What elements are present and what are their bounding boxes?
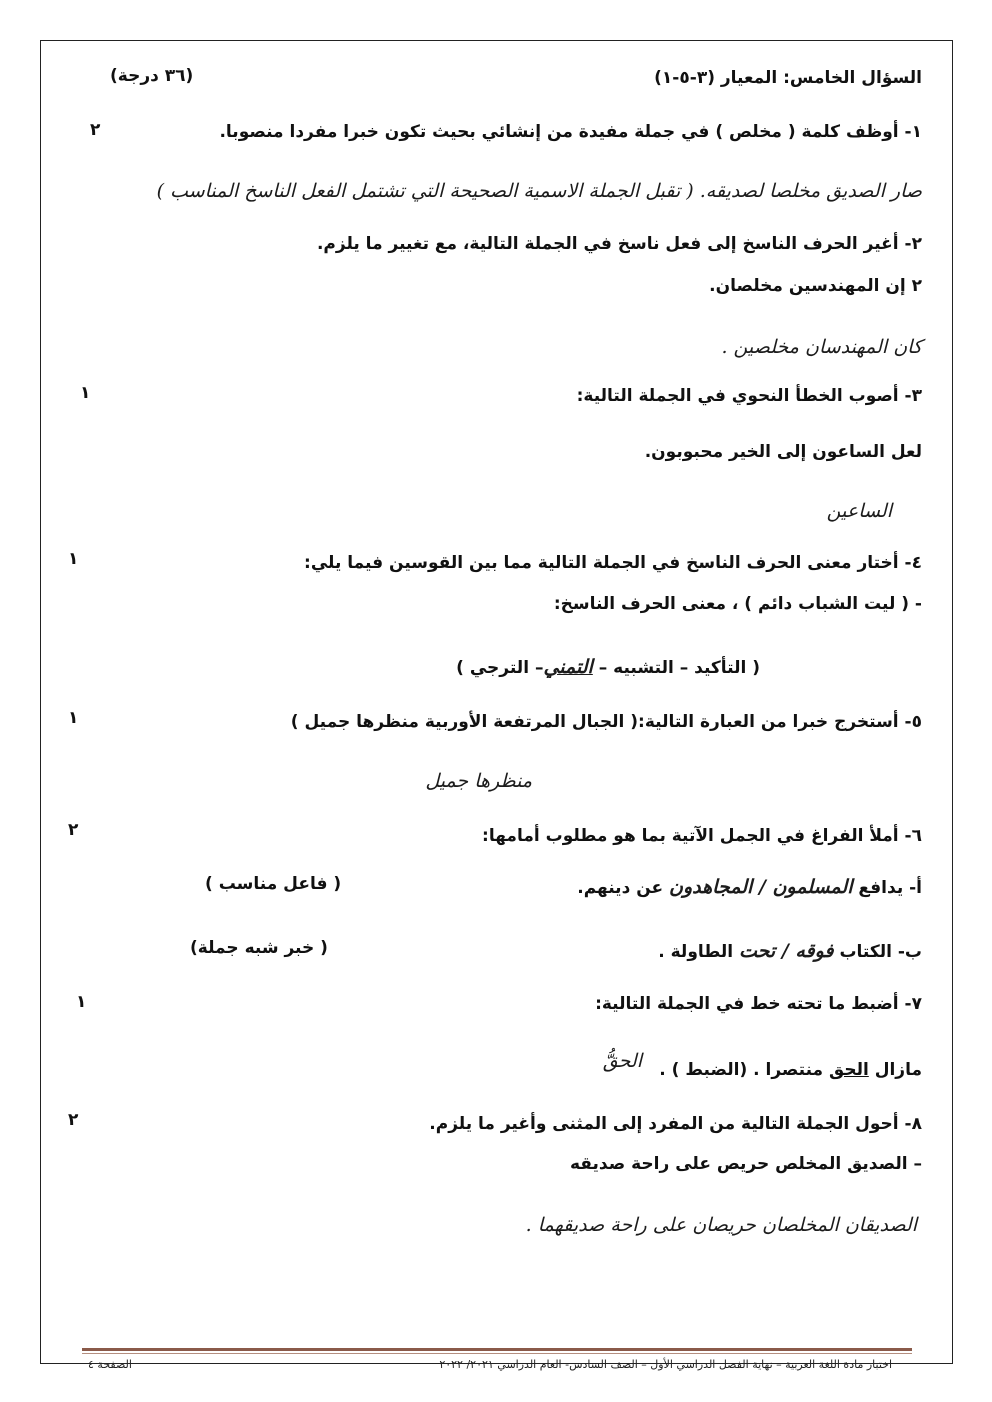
footer-exam-info: اختبار مادة اللغة العربية – نهاية الفصل الدراسي الأول – الصف السادس- العام الدراسي ٢٠٢١/ ٢٠٢٢ [439, 1358, 892, 1371]
q1-mark: ٢ [90, 120, 101, 140]
question-title: السؤال الخامس: المعيار (٣-٥-١) [654, 68, 922, 88]
q1-text: ١- أوظف كلمة ( مخلص ) في جملة مفيدة من إنشائي بحيث تكون خبرا مفردا منصوبا. [219, 122, 922, 142]
q7-text: ٧- أضبط ما تحته خط في الجملة التالية: [595, 994, 922, 1014]
q3-mark: ١ [80, 383, 91, 403]
q2-answer: كان المهندسان مخلصين . [721, 336, 922, 358]
q4-mark: ١ [68, 549, 79, 569]
q2-text: ٢- أغير الحرف الناسخ إلى فعل ناسخ في الجملة التالية، مع تغيير ما يلزم. [316, 234, 922, 254]
q6-b-prefix: ب- الكتاب [839, 942, 922, 962]
q2-sentence: ٢ إن المهندسين مخلصان. [709, 276, 922, 296]
q5-mark: ١ [68, 708, 79, 728]
q7-sentence-start: مازال [868, 1060, 922, 1080]
q8-mark: ٢ [68, 1110, 79, 1130]
q1-answer: صار الصديق مخلصا لصديقه. ( تقبل الجملة الاسمية الصحيحة التي تشتمل الفعل الناسخ المناسب ) [156, 180, 922, 202]
total-marks: (٣٦ درجة) [110, 66, 194, 86]
q6-a-prefix: أ- يدافع [858, 878, 922, 898]
q4-options-close: – الترجي ) [456, 658, 544, 678]
q3-text: ٣- أصوب الخطأ النحوي في الجملة التالية: [576, 386, 922, 406]
q6-a-suffix: عن دينهم. [577, 878, 664, 898]
q7-answer: الحقُّ [602, 1050, 642, 1072]
q7-underlined-word: الحق [829, 1060, 869, 1080]
footer-divider [82, 1348, 912, 1351]
q3-answer: الساعين [826, 500, 892, 522]
footer-page-number: الصفحة ٤ [88, 1358, 132, 1371]
q3-sentence: لعل الساعون إلى الخير محبوبون. [644, 442, 922, 462]
q6-b-answer: فوقه / تحت [738, 940, 834, 962]
q6-a-hint: ( فاعل مناسب ) [205, 874, 342, 894]
q7-mark: ١ [76, 992, 87, 1012]
q6-text: ٦- أملأ الفراغ في الجمل الآتية بما هو مطلوب أمامها: [482, 826, 922, 846]
q4-selected-option: التمني [543, 656, 593, 678]
q8-text: ٨- أحول الجملة التالية من المفرد إلى المثنى وأغير ما يلزم. [429, 1114, 922, 1134]
q6-mark: ٢ [68, 820, 79, 840]
q4-sentence: - ( ليت الشباب دائم ) ، معنى الحرف الناسخ: [553, 594, 922, 614]
q5-text: ٥- أستخرج خبرا من العبارة التالية:( الجبال المرتفعة الأوربية منظرها جميل ) [290, 712, 922, 732]
q6-b-hint: ( خبر شبه جملة) [190, 938, 328, 958]
q4-options [456, 656, 760, 678]
q5-answer: منظرها جميل [425, 770, 532, 792]
q4-options-open: ( التأكيد – التشبيه – [592, 658, 760, 678]
q6-a-answer: المسلمون / المجاهدون [669, 876, 853, 898]
footer-divider-thin [82, 1353, 912, 1354]
q4-text: ٤- أختار معنى الحرف الناسخ في الجملة التالية مما بين القوسين فيما يلي: [304, 553, 922, 573]
q6-a [577, 876, 922, 898]
q8-sentence: – الصديق المخلص حريص على راحة صديقه [570, 1154, 922, 1174]
q6-b [658, 940, 922, 962]
q7-sentence [659, 1060, 922, 1080]
q6-b-suffix: الطاولة . [658, 942, 734, 962]
q8-answer: الصديقان المخلصان حريصان على راحة صديقهما . [525, 1214, 917, 1236]
q7-sentence-end: منتصرا . (الضبط ) . [659, 1060, 829, 1080]
